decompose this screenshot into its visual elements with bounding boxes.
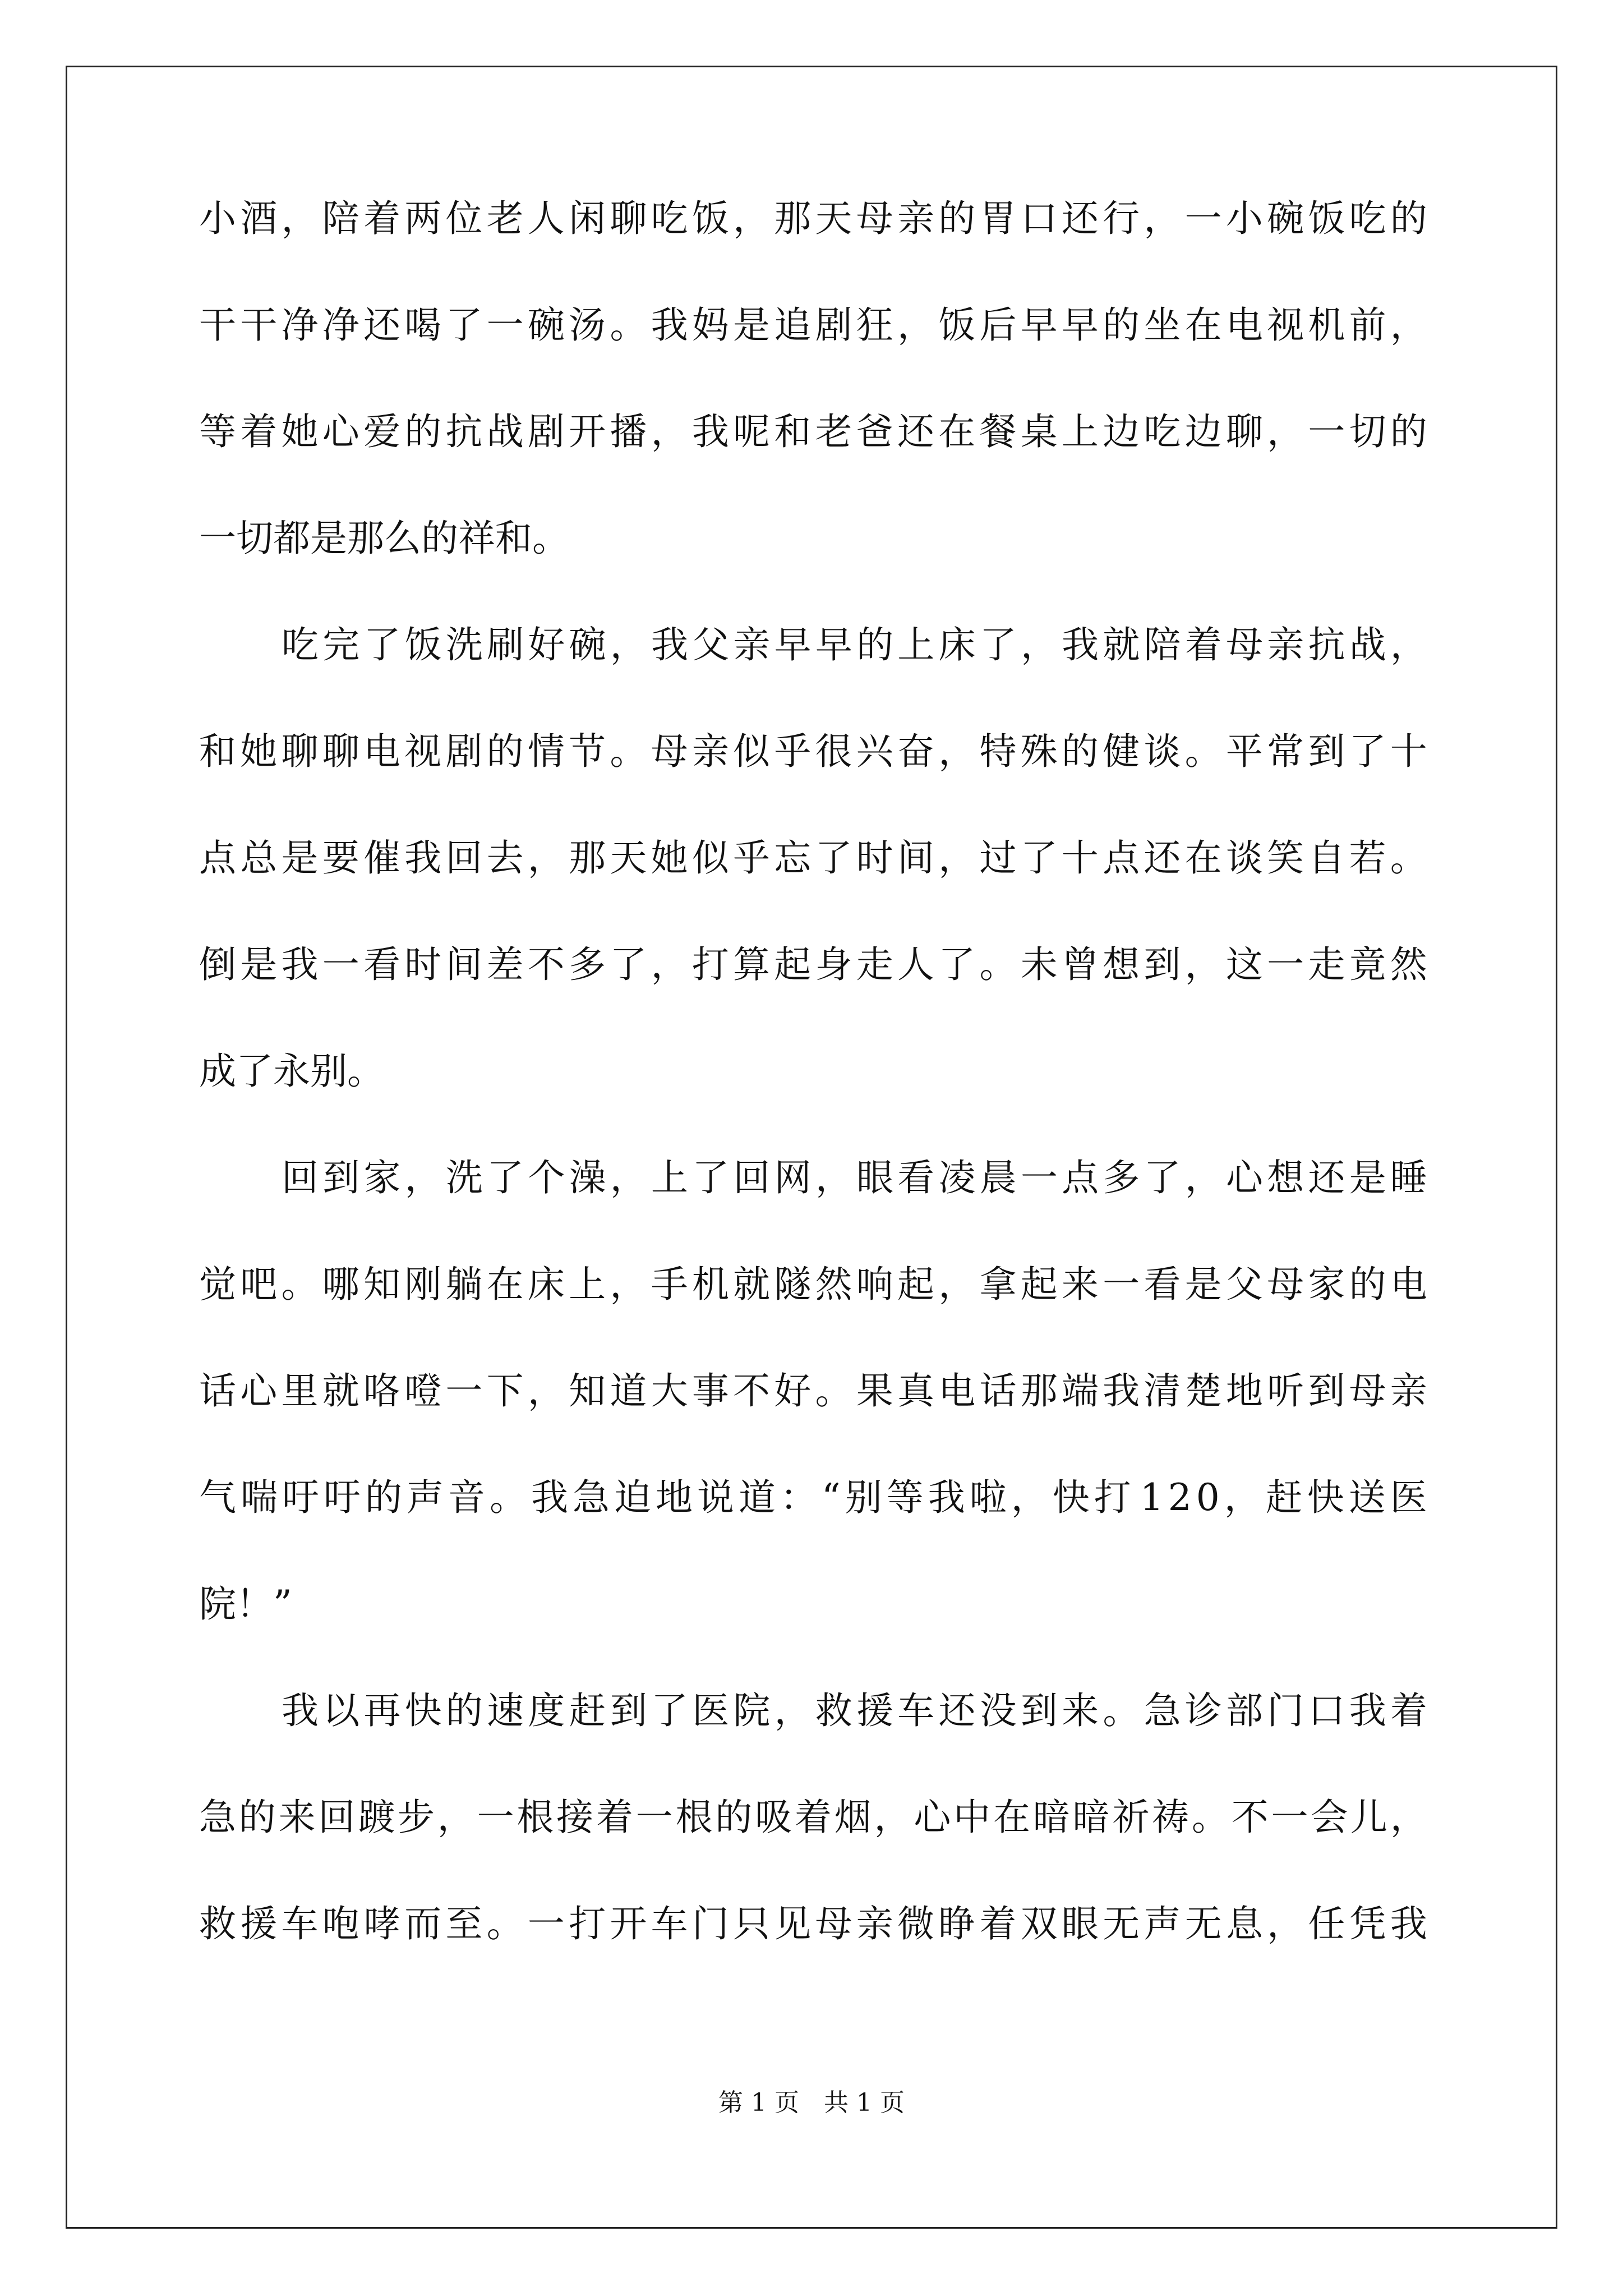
text-line: 院！”	[199, 1582, 292, 1626]
page-number-footer: 第 1 页 共 1 页	[718, 2088, 905, 2117]
text-line: 成了永别。	[199, 1050, 384, 1093]
text-line: 话 心 里 就 咯 噔 一 下 ， 知 道 大 事 不 好 。 果 真 电 话 那 端 我 清 楚 地 听 到 母 亲	[199, 1369, 1427, 1412]
text-line: 等 着 她 心 爱 的 抗 战 剧 开 播 ， 我 呢 和 老 爸 还 在 餐 桌 上 边 吃 边 聊 ， 一 切 的	[199, 410, 1427, 453]
text-line: 干 干 净 净 还 喝 了 一 碗 汤 。 我 妈 是 追 剧 狂 ， 饭 后 早 早 的 坐 在 电 视 机 前 ，	[199, 303, 1427, 347]
text-line: 觉 吧 。 哪 知 刚 躺 在 床 上 ， 手 机 就 隧 然 响 起 ， 拿 起 来 一 看 是 父 母 家 的 电	[199, 1263, 1427, 1306]
text-line: 倒 是 我 一 看 时 间 差 不 多 了 ， 打 算 起 身 走 人 了 。 未 曾 想 到 ， 这 一 走 竟 然	[199, 943, 1427, 986]
text-line: 我 以 再 快 的 速 度 赶 到 了 医 院 ， 救 援 车 还 没 到 来 。 急 诊 部 门 口 我 着	[282, 1689, 1427, 1732]
text-line: 点 总 是 要 催 我 回 去 ， 那 天 她 似 乎 忘 了 时 间 ， 过 了 十 点 还 在 谈 笑 自 若 。	[199, 836, 1427, 880]
text-line: 回 到 家 ， 洗 了 个 澡 ， 上 了 回 网 ， 眼 看 凌 晨 一 点 多 了 ， 心 想 还 是 睡	[282, 1156, 1427, 1199]
text-line: 一切都是那么的祥和。	[199, 517, 569, 560]
text-line: 吃 完 了 饭 洗 刷 好 碗 ， 我 父 亲 早 早 的 上 床 了 ， 我 就 陪 着 母 亲 抗 战 ，	[282, 623, 1427, 666]
text-line: 救 援 车 咆 哮 而 至 。 一 打 开 车 门 只 见 母 亲 微 睁 着 双 眼 无 声 无 息 ， 任 凭 我	[199, 1902, 1427, 1945]
text-line: 急 的 来 回 踱 步 ， 一 根 接 着 一 根 的 吸 着 烟 ， 心 中 在 暗 暗 祈 祷 。 不 一 会 儿 ，	[199, 1796, 1427, 1839]
text-line: 气 喘 吁 吁 的 声 音 。 我 急 迫 地 说 道 ： “ 别 等 我 啦 ， 快 打 1 2 0 ， 赶 快 送 医	[199, 1476, 1427, 1519]
text-line: 和 她 聊 聊 电 视 剧 的 情 节 。 母 亲 似 乎 很 兴 奋 ， 特 殊 的 健 谈 。 平 常 到 了 十	[199, 730, 1427, 773]
text-line: 小 酒 ， 陪 着 两 位 老 人 闲 聊 吃 饭 ， 那 天 母 亲 的 胃 口 还 行 ， 一 小 碗 饭 吃 的	[199, 197, 1427, 240]
